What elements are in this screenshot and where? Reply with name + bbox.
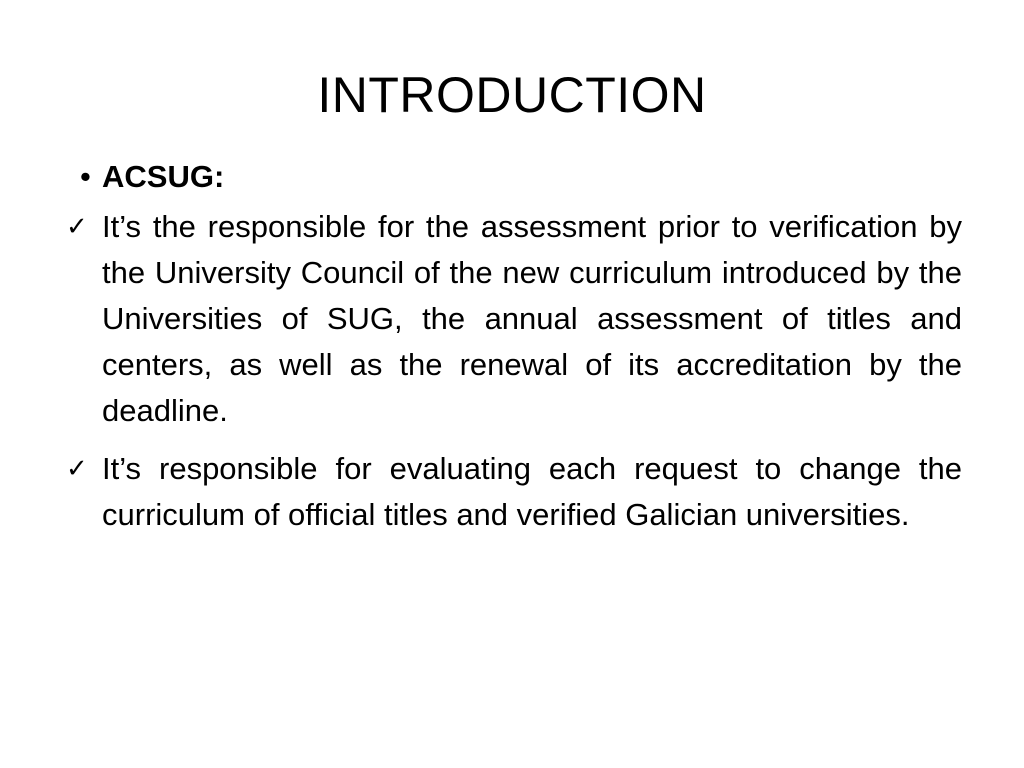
slide-content: [66, 154, 962, 550]
check-item-evaluating: [66, 446, 962, 538]
checkmark-icon: ✓: [66, 454, 88, 484]
slide-title: INTRODUCTION: [317, 67, 707, 123]
bullet-dot-icon: •: [80, 159, 91, 194]
check-item-text: It’s responsible for evaluating each request to change the curriculum of official titles and verified Galician universities.: [102, 451, 962, 532]
bullet-label: ACSUG:: [102, 159, 225, 194]
checkmark-icon: ✓: [66, 212, 88, 242]
check-item-assessment: [66, 204, 962, 434]
bullet-item: [66, 154, 962, 200]
check-item-text: It’s the responsible for the assessment prior to verification by the University Council of the new curriculum introduced by the Universities of SUG, the annual assessment of titles and centers, as well as the renewal of its accreditation by the deadline.: [102, 209, 962, 428]
